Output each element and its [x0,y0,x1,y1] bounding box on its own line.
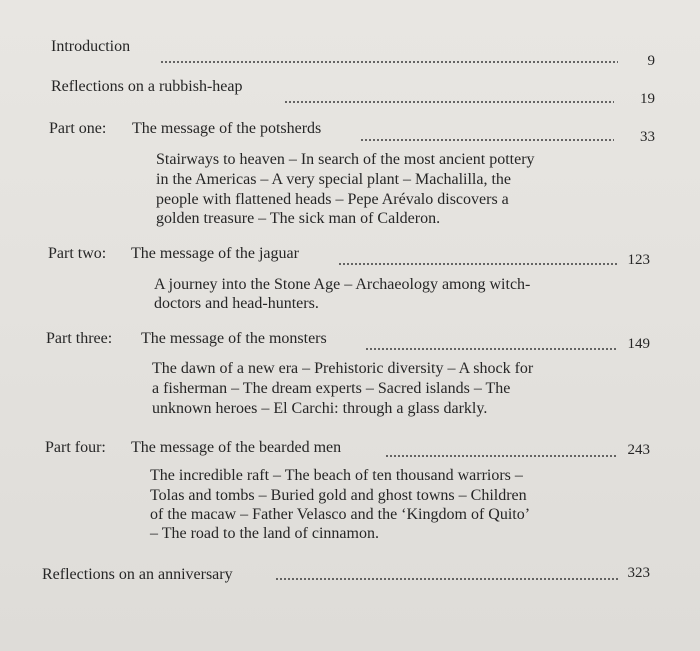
part-one-description-line: in the Americas – A very special plant – Machalilla, the [156,171,512,188]
toc-entry-part-one-title[interactable]: The message of the potsherds [132,120,322,137]
part-three-description-line: a fisherman – The dream experts – Sacred islands – The [152,380,511,397]
part-two-description-line: doctors and head-hunters. [154,295,319,312]
toc-entry-part-two-title[interactable]: The message of the jaguar [131,245,299,262]
part-one-description-line: people with flattened heads – Pepe Arévalo discovers a [156,191,509,208]
part-two-description-line: A journey into the Stone Age – Archaeology among witch- [154,276,531,293]
toc-entry-part-four-page[interactable]: 243 [627,442,650,458]
leader-dots [160,61,618,63]
toc-entry-part-two-page[interactable]: 123 [627,252,650,268]
leader-dots [338,263,618,265]
toc-entry-reflections-rubbish-title[interactable]: Reflections on a rubbish-heap [51,78,243,95]
leader-dots [385,455,618,457]
leader-dots [275,578,618,580]
part-three-description-line: The dawn of a new era – Prehistoric diversity – A shock for [152,360,534,377]
part-one-description-line: Stairways to heaven – In search of the most ancient pottery [156,151,535,168]
part-four-description-line: The incredible raft – The beach of ten thousand warriors – [150,467,523,484]
toc-entry-reflections-anniversary-page[interactable]: 323 [627,565,650,581]
leader-dots [365,348,618,350]
toc-entry-introduction-page[interactable]: 9 [647,53,655,69]
part-four-description-line: – The road to the land of cinnamon. [150,525,379,542]
part-two-label: Part two: [48,245,107,262]
toc-entry-part-three-page[interactable]: 149 [627,336,650,352]
part-three-description-line: unknown heroes – El Carchi: through a glass darkly. [152,400,488,417]
toc-entry-part-three-title[interactable]: The message of the monsters [141,330,327,347]
toc-entry-part-one-page[interactable]: 33 [640,129,655,145]
toc-entry-reflections-anniversary-title[interactable]: Reflections on an anniversary [42,566,233,583]
toc-entry-reflections-rubbish-page[interactable]: 19 [640,91,655,107]
part-four-description-line: Tolas and tombs – Buried gold and ghost towns – Children [150,487,527,504]
part-one-label: Part one: [49,120,107,137]
part-four-label: Part four: [45,439,106,456]
leader-dots [360,139,614,141]
leader-dots [284,101,614,103]
toc-entry-part-four-title[interactable]: The message of the bearded men [131,439,342,456]
toc-entry-introduction-title[interactable]: Introduction [51,38,131,55]
part-one-description-line: golden treasure – The sick man of Calderon. [156,210,441,227]
part-three-label: Part three: [46,330,113,347]
part-four-description-line: of the macaw – Father Velasco and the ‘Kingdom of Quito’ [150,506,531,523]
